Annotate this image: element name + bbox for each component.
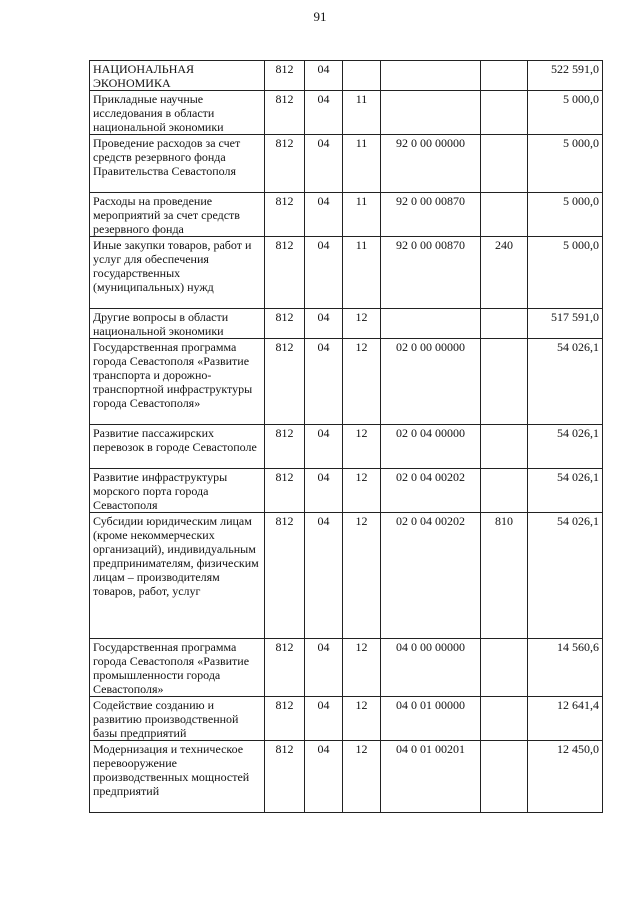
- expense-name: Прикладные научные исследования в области национальной экономики: [90, 91, 265, 135]
- table-row: [90, 639, 603, 697]
- subsection-code: 11: [343, 135, 381, 193]
- target-article-code: [381, 91, 481, 135]
- subsection-code: 12: [343, 309, 381, 339]
- subsection-code: 12: [343, 339, 381, 425]
- section-code: 04: [305, 91, 343, 135]
- ministry-code: 812: [265, 91, 305, 135]
- section-code: 04: [305, 697, 343, 741]
- expense-name: Субсидии юридическим лицам (кроме некоммерческих организаций), индивидуальным предпринимателям, физическим лицам – производителям товаров, работ, услуг: [90, 513, 265, 639]
- amount: 14 560,6: [528, 639, 603, 697]
- expense-type-code: [481, 61, 528, 91]
- expense-name: НАЦИОНАЛЬНАЯ ЭКОНОМИКА: [90, 61, 265, 91]
- expense-name: Государственная программа города Севастополя «Развитие промышленности города Севастополя»: [90, 639, 265, 697]
- expense-type-code: [481, 339, 528, 425]
- ministry-code: 812: [265, 309, 305, 339]
- target-article-code: 02 0 04 00202: [381, 513, 481, 639]
- ministry-code: 812: [265, 61, 305, 91]
- section-code: 04: [305, 61, 343, 91]
- table-row: [90, 425, 603, 469]
- subsection-code: [343, 61, 381, 91]
- expense-name: Проведение расходов за счет средств резервного фонда Правительства Севастополя: [90, 135, 265, 193]
- expense-type-code: [481, 469, 528, 513]
- expense-type-code: [481, 135, 528, 193]
- page-number: 91: [313, 9, 327, 24]
- section-code: 04: [305, 339, 343, 425]
- amount: 522 591,0: [528, 61, 603, 91]
- ministry-code: 812: [265, 741, 305, 813]
- section-code: 04: [305, 469, 343, 513]
- section-code: 04: [305, 425, 343, 469]
- ministry-code: 812: [265, 425, 305, 469]
- amount: 517 591,0: [528, 309, 603, 339]
- target-article-code: [381, 309, 481, 339]
- table-row: [90, 469, 603, 513]
- table-row: [90, 237, 603, 309]
- target-article-code: 02 0 04 00202: [381, 469, 481, 513]
- amount: 5 000,0: [528, 135, 603, 193]
- subsection-code: 11: [343, 91, 381, 135]
- amount: 54 026,1: [528, 425, 603, 469]
- amount: 5 000,0: [528, 237, 603, 309]
- amount: 12 450,0: [528, 741, 603, 813]
- target-article-code: 02 0 00 00000: [381, 339, 481, 425]
- subsection-code: 12: [343, 469, 381, 513]
- ministry-code: 812: [265, 513, 305, 639]
- ministry-code: 812: [265, 193, 305, 237]
- table-row: [90, 697, 603, 741]
- target-article-code: 92 0 00 00000: [381, 135, 481, 193]
- target-article-code: 02 0 04 00000: [381, 425, 481, 469]
- ministry-code: 812: [265, 697, 305, 741]
- target-article-code: 04 0 01 00000: [381, 697, 481, 741]
- table-row: [90, 513, 603, 639]
- ministry-code: 812: [265, 237, 305, 309]
- section-code: 04: [305, 741, 343, 813]
- section-code: 04: [305, 237, 343, 309]
- expense-name: Содействие созданию и развитию производственной базы предприятий: [90, 697, 265, 741]
- ministry-code: 812: [265, 639, 305, 697]
- table-row: [90, 135, 603, 193]
- expense-name: Развитие инфраструктуры морского порта города Севастополя: [90, 469, 265, 513]
- expense-type-code: [481, 91, 528, 135]
- expense-name: Государственная программа города Севастополя «Развитие транспорта и дорожно-транспортной инфраструктуры города Севастополя»: [90, 339, 265, 425]
- expense-name: Другие вопросы в области национальной экономики: [90, 309, 265, 339]
- amount: 54 026,1: [528, 513, 603, 639]
- ministry-code: 812: [265, 135, 305, 193]
- amount: 12 641,4: [528, 697, 603, 741]
- table-row: [90, 91, 603, 135]
- expense-name: Развитие пассажирских перевозок в городе Севастополе: [90, 425, 265, 469]
- target-article-code: 92 0 00 00870: [381, 237, 481, 309]
- table-row: [90, 741, 603, 813]
- expense-type-code: [481, 639, 528, 697]
- expense-name: Иные закупки товаров, работ и услуг для обеспечения государственных (муниципальных) нужд: [90, 237, 265, 309]
- subsection-code: 12: [343, 639, 381, 697]
- expense-name: Модернизация и техническое перевооружение производственных мощностей предприятий: [90, 741, 265, 813]
- table-row: [90, 193, 603, 237]
- expense-name: Расходы на проведение мероприятий за счет средств резервного фонда: [90, 193, 265, 237]
- budget-table: [89, 60, 603, 813]
- expense-type-code: [481, 741, 528, 813]
- expense-type-code: 240: [481, 237, 528, 309]
- expense-type-code: [481, 309, 528, 339]
- amount: 54 026,1: [528, 469, 603, 513]
- subsection-code: 12: [343, 741, 381, 813]
- subsection-code: 12: [343, 513, 381, 639]
- subsection-code: 11: [343, 237, 381, 309]
- section-code: 04: [305, 135, 343, 193]
- expense-type-code: 810: [481, 513, 528, 639]
- ministry-code: 812: [265, 469, 305, 513]
- table-row: [90, 339, 603, 425]
- section-code: 04: [305, 193, 343, 237]
- amount: 5 000,0: [528, 91, 603, 135]
- expense-type-code: [481, 193, 528, 237]
- target-article-code: 04 0 01 00201: [381, 741, 481, 813]
- table-row: [90, 61, 603, 91]
- ministry-code: 812: [265, 339, 305, 425]
- target-article-code: 04 0 00 00000: [381, 639, 481, 697]
- section-code: 04: [305, 309, 343, 339]
- amount: 54 026,1: [528, 339, 603, 425]
- target-article-code: [381, 61, 481, 91]
- subsection-code: 12: [343, 425, 381, 469]
- expense-type-code: [481, 425, 528, 469]
- table-row: [90, 309, 603, 339]
- target-article-code: 92 0 00 00870: [381, 193, 481, 237]
- subsection-code: 12: [343, 697, 381, 741]
- subsection-code: 11: [343, 193, 381, 237]
- section-code: 04: [305, 639, 343, 697]
- section-code: 04: [305, 513, 343, 639]
- amount: 5 000,0: [528, 193, 603, 237]
- expense-type-code: [481, 697, 528, 741]
